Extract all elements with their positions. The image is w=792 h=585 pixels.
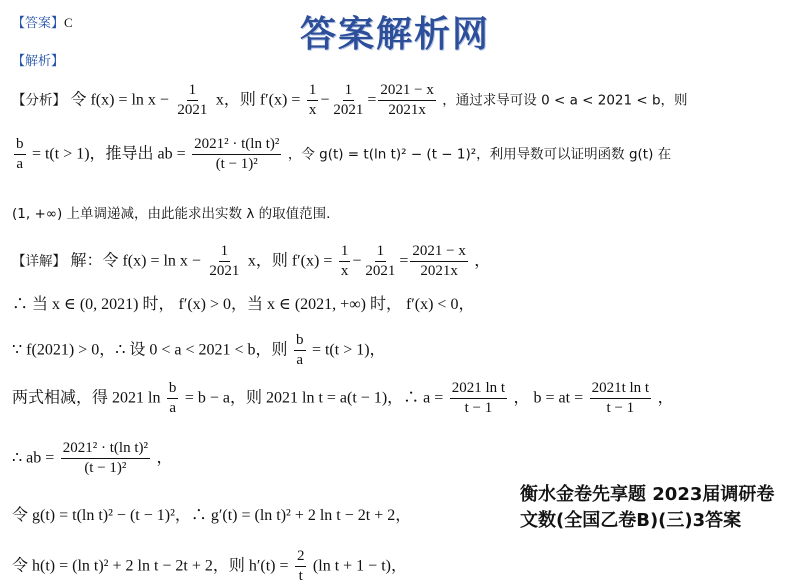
analysis-l1-frac-3 <box>331 82 365 119</box>
frac-denominator: x <box>340 263 349 279</box>
detail-l1-text-c: ， <box>474 252 491 270</box>
analysis-l1-text-a: 令 f(x) = ln x − <box>70 91 169 109</box>
detail-l4-text-b: = b − a，则 2021 ln t = a(t − 1)，∴ a = <box>184 389 444 407</box>
frac-denominator: 2021 <box>333 102 364 118</box>
answer-tag: 【答案】 <box>12 16 65 31</box>
detail-l1-frac-3 <box>363 243 397 280</box>
frac-numerator: 1 <box>307 82 319 101</box>
frac-denominator: (t − 1)² <box>215 156 258 172</box>
detail-l3-frac <box>294 332 306 369</box>
detail-l1-frac-4 <box>410 243 467 280</box>
detail-l7-frac <box>295 548 307 585</box>
frac-denominator: t − 1 <box>464 400 493 416</box>
detail-l4-frac-1 <box>167 380 179 417</box>
detail-tag: 【详解】 <box>12 253 66 270</box>
detail-l3-text-a: ∵ f(2021) > 0，∴ 设 0 < a < 2021 < b，则 <box>12 341 288 359</box>
frac-denominator: 2021 <box>209 263 240 279</box>
frac-denominator: 2021 <box>177 102 208 118</box>
frac-numerator: 2021 − x <box>378 82 435 101</box>
detail-line-6: 令 g(t) = t(ln t)² − (t − 1)²，∴ g′(t) = (ln t)² + 2 ln t − 2t + 2， <box>12 507 412 524</box>
frac-numerator: 2021 − x <box>410 243 467 262</box>
detail-line-3 <box>12 332 386 369</box>
frac-denominator: x <box>308 102 317 118</box>
analysis-l2-frac-1 <box>14 136 26 173</box>
analysis-tag: 【分析】 <box>12 92 66 109</box>
detail-l1-frac-2 <box>339 243 351 280</box>
detail-l7-text-b: (ln t + 1 − t)， <box>312 557 407 575</box>
detail-l3-text-b: = t(t > 1)， <box>311 341 386 359</box>
detail-l5-frac <box>61 440 150 477</box>
frac-numerator: 1 <box>375 243 387 262</box>
detail-l4-text-d: ， <box>657 389 674 407</box>
frac-denominator: t − 1 <box>606 400 635 416</box>
frac-numerator: 1 <box>343 82 355 101</box>
source-caption: 衡水金卷先享题 2023届调研卷 文数(全国乙卷B)(三)3答案 <box>520 484 775 531</box>
analysis-line-2 <box>12 136 671 173</box>
analysis-l1-frac-4 <box>378 82 435 119</box>
analysis-heading: 【解析】 <box>12 54 65 69</box>
answer-line <box>12 12 73 31</box>
detail-l1-text-a: 解：令 f(x) = ln x − <box>70 252 201 270</box>
detail-l1-text-b: x，则 f′(x) = <box>247 252 333 270</box>
frac-denominator: 2021 <box>365 263 396 279</box>
frac-numerator: b <box>14 136 26 155</box>
detail-line-7 <box>12 548 407 585</box>
analysis-l1-text-b: x，则 f′(x) = <box>215 91 301 109</box>
frac-numerator: 1 <box>219 243 231 262</box>
frac-numerator: 1 <box>187 82 199 101</box>
detail-l4-text-a: 两式相减，得 2021 ln <box>12 389 161 407</box>
analysis-line-3: (1, +∞) 上单调递减，由此能求出实数 λ 的取值范围. <box>12 206 331 222</box>
detail-l5-text-a: ∴ ab = <box>12 449 55 467</box>
frac-denominator: t <box>298 568 303 584</box>
frac-denominator: a <box>169 400 176 416</box>
analysis-l2-text-b: ，令 g(t) = t(ln t)² − (t − 1)²，利用导数可以证明函数 g(t) 在 <box>287 146 672 163</box>
frac-numerator: b <box>294 332 306 351</box>
detail-l4-text-c: ， b = at = <box>513 389 584 407</box>
frac-numerator: 2021² · t(ln t)² <box>61 440 150 459</box>
frac-numerator: 2021 ln t <box>450 380 507 399</box>
detail-line-2: ∴ 当 x ∈ (0, 2021) 时， f′(x) > 0，当 x ∈ (2021, +∞) 时， f′(x) < 0， <box>12 296 475 313</box>
frac-denominator: 2021x <box>388 102 426 118</box>
detail-l5-text-b: ， <box>156 449 173 467</box>
frac-denominator: 2021x <box>420 263 458 279</box>
frac-numerator: 2 <box>295 548 307 567</box>
detail-line-1: 【详解】 解：令 f(x) = ln x − $\frac{1}{2021}$ x，则 f′(x) = $\frac{1}{x}$ − $\frac{1}{2021}$ = $\frac{2021 - x}{2021x}$ ， <box>12 243 491 279</box>
detail-l7-text-a: 令 h(t) = (ln t)² + 2 ln t − 2t + 2，则 h′(t) = <box>12 557 289 575</box>
analysis-l1-text-c: ，通过求导可设 0 < a < 2021 < b，则 <box>442 92 688 109</box>
watermark-title: 答案解析网 <box>300 13 491 55</box>
detail-line-5 <box>12 440 172 477</box>
analysis-l2-text-a: = t(t > 1)，推导出 ab = <box>31 145 186 163</box>
frac-denominator: a <box>296 352 304 368</box>
frac-numerator: 1 <box>339 243 351 262</box>
answer-value: C <box>64 15 73 30</box>
detail-l1-frac-1 <box>207 243 241 280</box>
frac-numerator: 2021² · t(ln t)² <box>192 136 281 155</box>
analysis-l1-frac-1 <box>175 82 209 119</box>
analysis-l2-frac-2 <box>192 136 281 173</box>
detail-l4-frac-3 <box>590 380 652 417</box>
frac-numerator: b <box>167 380 179 399</box>
analysis-line-1: 【分析】 令 f(x) = ln x − $\frac{1}{2021}$ x，则 f′(x) = $\frac{1}{x}$ − $\frac{1}{2021}$ = $\frac{2021 - x}{2021x}$ ，通过求导可设 0 < a < 2021 < b，则 <box>12 82 688 118</box>
frac-denominator: a <box>16 156 24 172</box>
frac-numerator: 2021t ln t <box>590 380 652 399</box>
analysis-l1-frac-2 <box>307 82 319 119</box>
detail-l4-frac-2 <box>450 380 507 417</box>
detail-line-4 <box>12 380 674 417</box>
frac-denominator: (t − 1)² <box>84 460 127 476</box>
